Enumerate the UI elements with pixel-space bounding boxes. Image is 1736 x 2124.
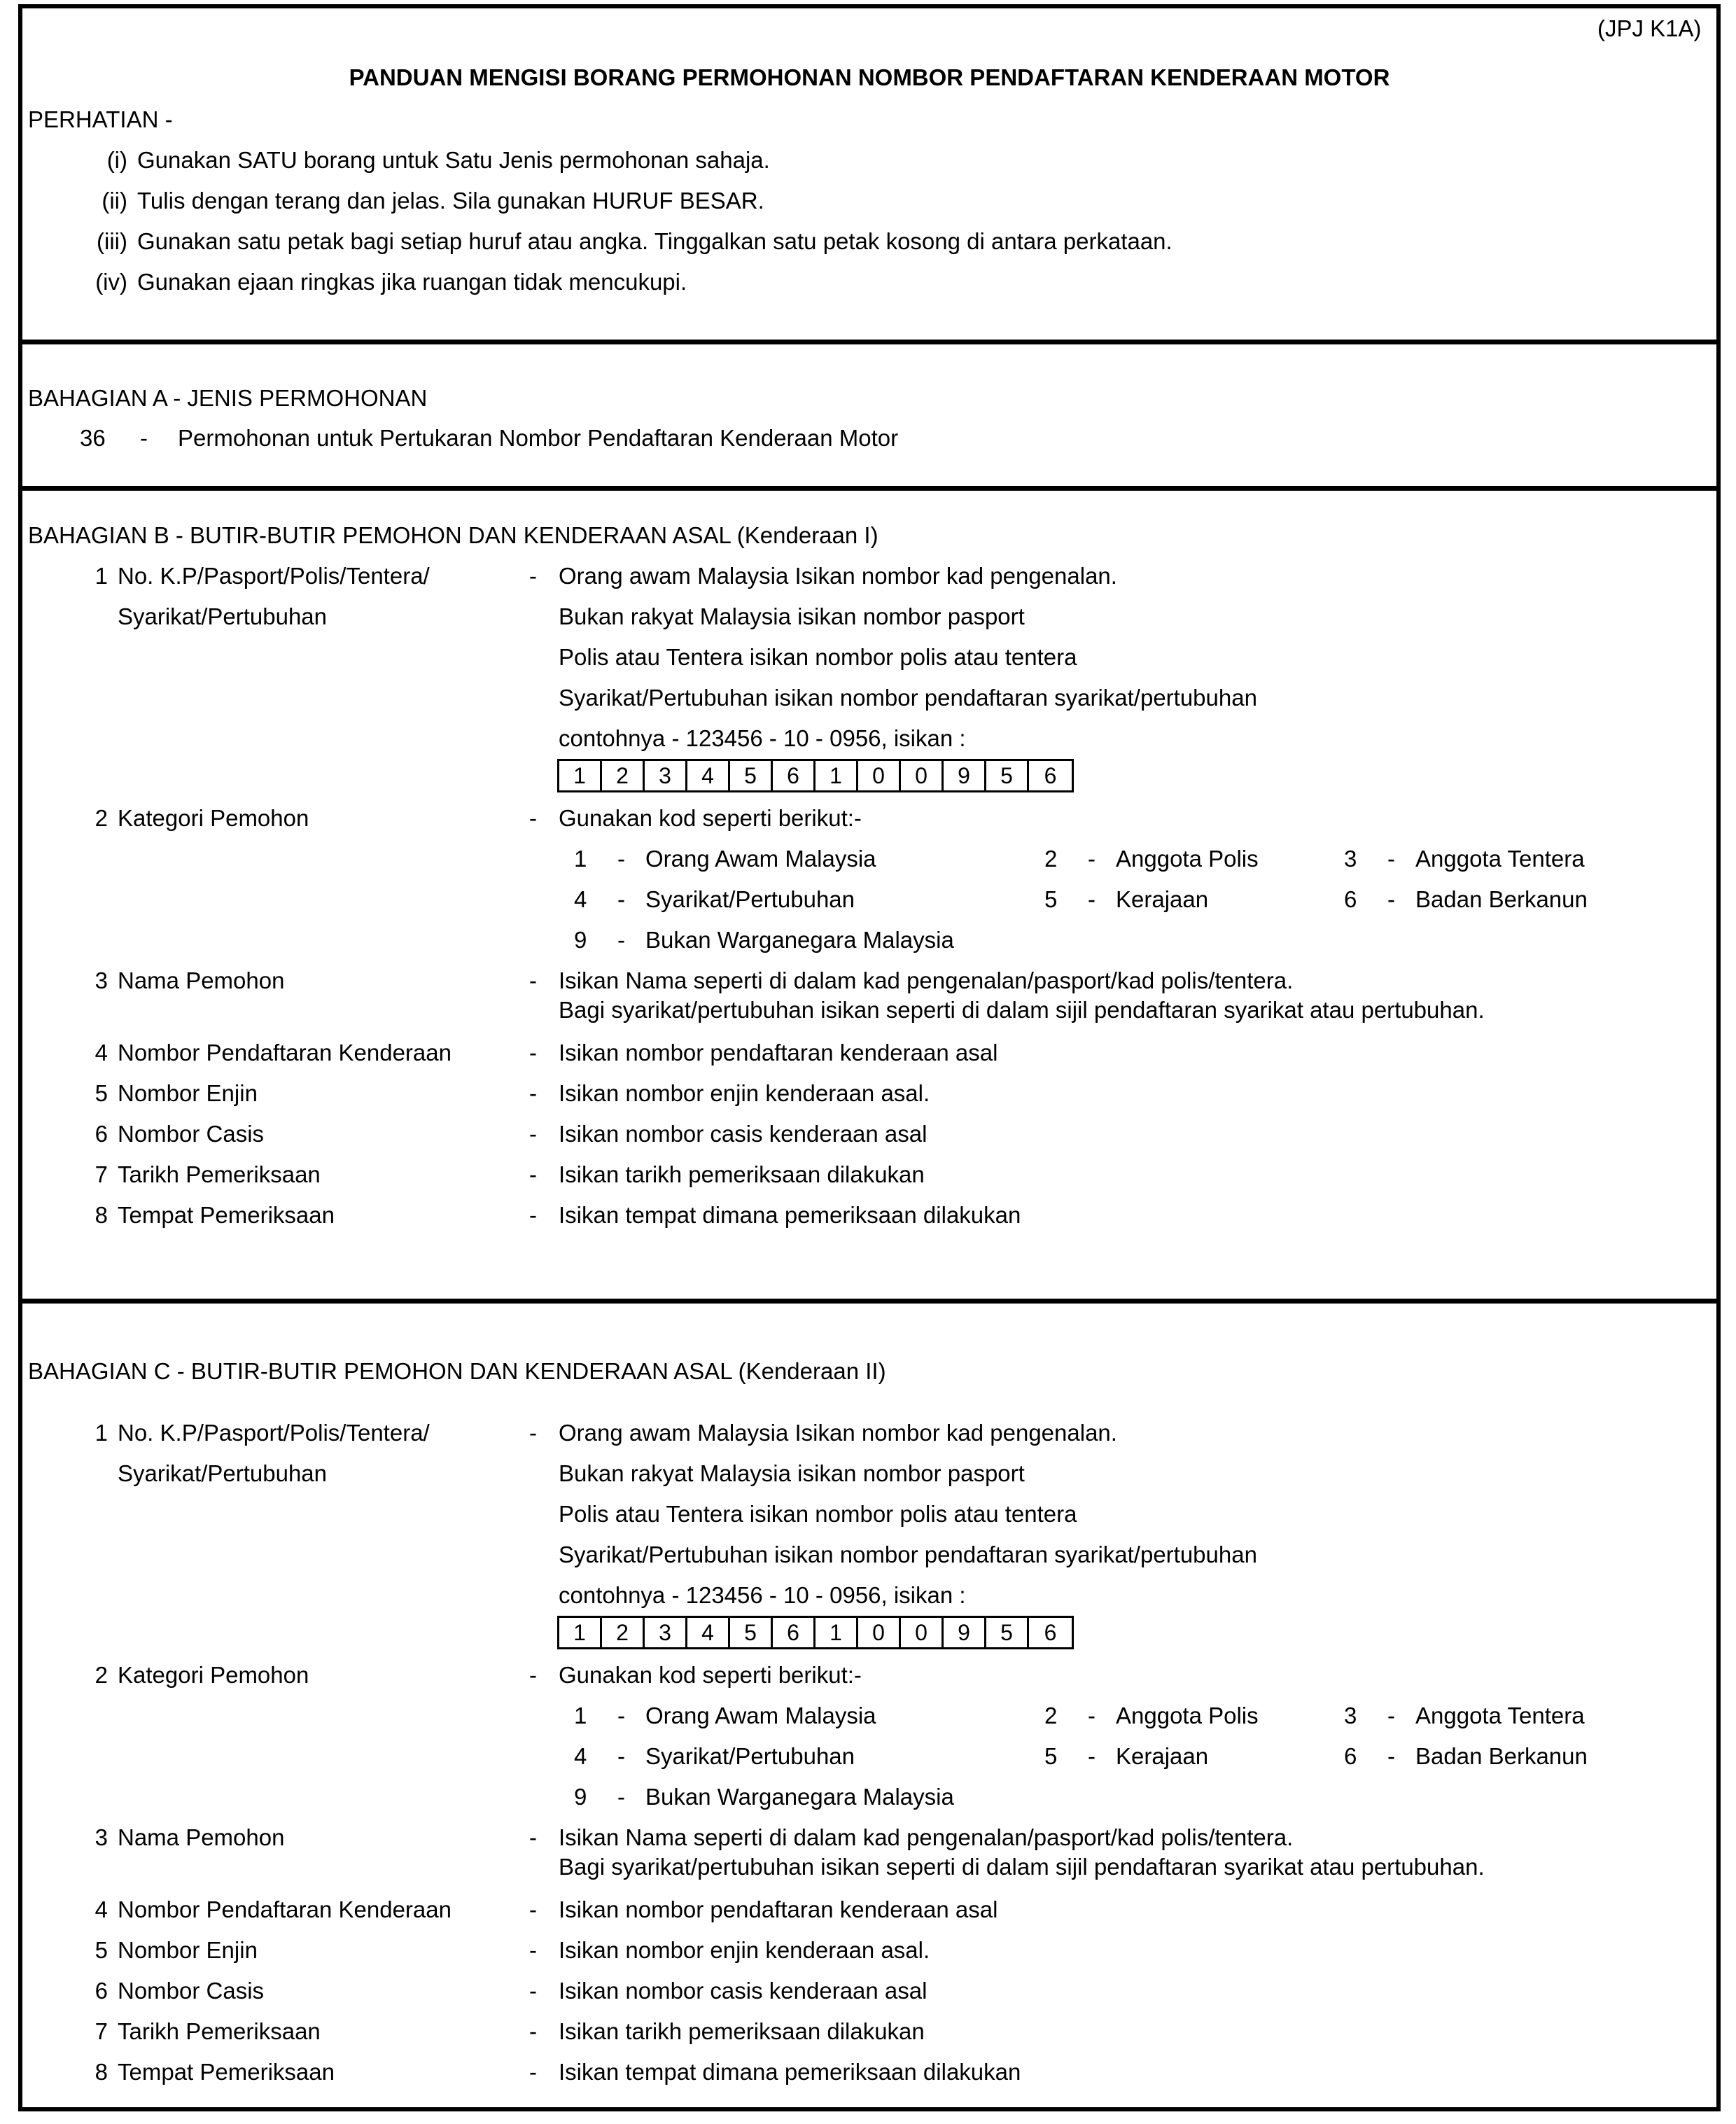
example-box: 6 [1044, 763, 1057, 788]
instruction-line: Orang awam Malaysia Isikan nombor kad pengenalan. [559, 1420, 1117, 1446]
category-code: 6 [1344, 886, 1357, 912]
form-frame [18, 4, 1721, 2111]
item-dash: - [529, 1896, 537, 1922]
item-dash: - [529, 1978, 537, 2004]
item-number: 2 [94, 1662, 108, 1688]
example-box: 4 [687, 1618, 730, 1647]
item-label: Tempat Pemeriksaan [118, 1202, 335, 1228]
category-label: Anggota Polis [1116, 846, 1259, 872]
category-dash: - [617, 927, 625, 953]
section-b-heading: BAHAGIAN B - BUTIR-BUTIR PEMOHON DAN KENDERAAN ASAL (Kenderaan I) [28, 522, 878, 548]
category-label: Syarikat/Pertubuhan [645, 1743, 855, 1769]
example-box: 6 [1044, 1620, 1057, 1645]
item-label: Nombor Pendaftaran Kenderaan [118, 1896, 451, 1922]
category-dash: - [1387, 886, 1395, 912]
category-code: 1 [574, 1703, 587, 1728]
item-dash: - [529, 2018, 537, 2044]
instruction-line: Polis atau Tentera isikan nombor polis atau tentera [559, 644, 1077, 670]
category-label: Bukan Warganegara Malaysia [645, 1784, 954, 1810]
item-dash: - [529, 1824, 537, 1850]
item-number: 3 [94, 1824, 108, 1850]
example-box: 5 [986, 1618, 1029, 1647]
item-dash: - [529, 1121, 537, 1147]
item-label: Nama Pemohon [118, 1824, 285, 1850]
perhatian-item-number: (ii) [102, 188, 127, 214]
instruction-line: Isikan nombor enjin kenderaan asal. [559, 1080, 930, 1106]
instruction-line: Isikan nombor casis kenderaan asal [559, 1121, 927, 1147]
category-dash: - [1088, 1743, 1096, 1769]
category-code: 9 [574, 1784, 587, 1810]
category-label: Anggota Tentera [1415, 1703, 1585, 1728]
item-number: 8 [94, 2059, 108, 2085]
item-dash: - [529, 805, 537, 831]
example-box: 1 [816, 1618, 858, 1647]
item-label: Nombor Pendaftaran Kenderaan [118, 1040, 451, 1066]
section-a-text: Permohonan untuk Pertukaran Nombor Pendaftaran Kenderaan Motor [178, 425, 899, 451]
example-box: 3 [645, 761, 687, 790]
example-box: 6 [773, 761, 816, 790]
example-box: 1 [559, 1618, 602, 1647]
instruction-line: Bukan rakyat Malaysia isikan nombor pasport [559, 603, 1025, 629]
item-number: 7 [94, 2018, 108, 2044]
item-number: 5 [94, 1080, 108, 1106]
example-box: 0 [901, 761, 944, 790]
example-id-boxes [557, 1616, 1074, 1649]
example-box: 0 [858, 1618, 901, 1647]
instruction-line: Gunakan kod seperti berikut:- [559, 805, 862, 831]
item-dash: - [529, 563, 537, 589]
category-code: 4 [574, 1743, 587, 1769]
perhatian-item-number: (iii) [97, 228, 127, 254]
example-box: 4 [687, 761, 730, 790]
item-label: Nombor Casis [118, 1121, 265, 1147]
instruction-line: Polis atau Tentera isikan nombor polis atau tentera [559, 1501, 1077, 1527]
perhatian-item-text: Gunakan ejaan ringkas jika ruangan tidak mencukupi. [137, 269, 687, 295]
category-dash: - [1088, 886, 1096, 912]
instruction-line: Isikan nombor pendaftaran kenderaan asal [559, 1040, 998, 1066]
instruction-line: Isikan Nama seperti di dalam kad pengenalan/pasport/kad polis/tentera. [559, 967, 1294, 993]
section-a-dash: - [140, 425, 148, 451]
example-box: 3 [645, 1618, 687, 1647]
instruction-line: Bagi syarikat/pertubuhan isikan seperti di dalam sijil pendaftaran syarikat atau pertubuhan. [559, 997, 1485, 1023]
perhatian-item-number: (i) [106, 147, 127, 173]
perhatian-heading: PERHATIAN - [28, 106, 173, 132]
category-dash: - [1387, 1703, 1395, 1728]
category-dash: - [1387, 846, 1395, 872]
category-label: Badan Berkanun [1415, 886, 1588, 912]
item-dash: - [529, 1662, 537, 1688]
category-dash: - [617, 1784, 625, 1810]
instruction-line: Isikan tempat dimana pemeriksaan dilakukan [559, 2059, 1021, 2085]
section-a-heading: BAHAGIAN A - JENIS PERMOHONAN [28, 385, 428, 411]
form-code: (JPJ K1A) [1597, 15, 1702, 41]
item-label: Nombor Casis [118, 1978, 265, 2004]
item-number: 2 [94, 805, 108, 831]
category-code: 1 [574, 846, 587, 872]
item-label: Syarikat/Pertubuhan [118, 603, 328, 629]
item-number: 1 [94, 563, 108, 589]
category-code: 5 [1044, 1743, 1058, 1769]
category-code: 3 [1344, 846, 1357, 872]
item-label: No. K.P/Pasport/Polis/Tentera/ [118, 1420, 430, 1446]
instruction-line: Isikan nombor pendaftaran kenderaan asal [559, 1896, 998, 1922]
example-box: 9 [944, 761, 986, 790]
item-dash: - [529, 967, 537, 993]
item-label: Tarikh Pemeriksaan [118, 1161, 321, 1187]
category-label: Kerajaan [1116, 1743, 1209, 1769]
example-box: 2 [602, 761, 645, 790]
category-dash: - [1088, 846, 1096, 872]
item-number: 3 [94, 967, 108, 993]
item-dash: - [529, 1937, 537, 1963]
item-label: Tempat Pemeriksaan [118, 2059, 335, 2085]
instruction-line: Isikan tarikh pemeriksaan dilakukan [559, 1161, 925, 1187]
category-label: Syarikat/Pertubuhan [645, 886, 855, 912]
instruction-line: contohnya - 123456 - 10 - 0956, isikan : [559, 725, 966, 751]
category-dash: - [617, 1703, 625, 1728]
perhatian-item-text: Gunakan satu petak bagi setiap huruf atau angka. Tinggalkan satu petak kosong di antara perkataan. [137, 228, 1172, 254]
perhatian-item-text: Gunakan SATU borang untuk Satu Jenis permohonan sahaja. [137, 147, 770, 173]
category-code: 2 [1044, 846, 1058, 872]
item-label: Nombor Enjin [118, 1937, 258, 1963]
example-box: 1 [816, 761, 858, 790]
item-number: 4 [94, 1040, 108, 1066]
perhatian-item-text: Tulis dengan terang dan jelas. Sila gunakan HURUF BESAR. [137, 188, 764, 214]
item-number: 6 [94, 1121, 108, 1147]
category-code: 3 [1344, 1703, 1357, 1728]
example-box: 2 [602, 1618, 645, 1647]
item-label: Nombor Enjin [118, 1080, 258, 1106]
item-dash: - [529, 1161, 537, 1187]
instruction-line: Syarikat/Pertubuhan isikan nombor pendaftaran syarikat/pertubuhan [559, 1542, 1257, 1567]
section-a-code: 36 [80, 425, 106, 451]
example-id-boxes [557, 759, 1074, 792]
item-label: Syarikat/Pertubuhan [118, 1460, 328, 1486]
instruction-line: Isikan tempat dimana pemeriksaan dilakukan [559, 1202, 1021, 1228]
item-label: Kategori Pemohon [118, 805, 309, 831]
example-box: 5 [730, 1618, 773, 1647]
category-label: Kerajaan [1116, 886, 1209, 912]
item-number: 8 [94, 1202, 108, 1228]
instruction-line: contohnya - 123456 - 10 - 0956, isikan : [559, 1582, 966, 1608]
section-divider [22, 1299, 1716, 1304]
page-title: PANDUAN MENGISI BORANG PERMOHONAN NOMBOR PENDAFTARAN KENDERAAN MOTOR [349, 64, 1390, 90]
item-number: 6 [94, 1978, 108, 2004]
instruction-line: Orang awam Malaysia Isikan nombor kad pengenalan. [559, 563, 1117, 589]
category-label: Anggota Tentera [1415, 846, 1585, 872]
category-dash: - [1088, 1703, 1096, 1728]
example-box: 9 [944, 1618, 986, 1647]
category-code: 4 [574, 886, 587, 912]
instruction-line: Isikan tarikh pemeriksaan dilakukan [559, 2018, 925, 2044]
category-label: Badan Berkanun [1415, 1743, 1588, 1769]
item-number: 7 [94, 1161, 108, 1187]
item-number: 5 [94, 1937, 108, 1963]
perhatian-item-number: (iv) [95, 269, 127, 295]
example-box: 1 [559, 761, 602, 790]
instruction-line: Isikan Nama seperti di dalam kad pengenalan/pasport/kad polis/tentera. [559, 1824, 1294, 1850]
item-label: Kategori Pemohon [118, 1662, 309, 1688]
item-dash: - [529, 2059, 537, 2085]
instruction-line: Bukan rakyat Malaysia isikan nombor pasport [559, 1460, 1025, 1486]
category-label: Orang Awam Malaysia [645, 1703, 876, 1728]
category-dash: - [1387, 1743, 1395, 1769]
example-box: 6 [773, 1618, 816, 1647]
category-label: Anggota Polis [1116, 1703, 1259, 1728]
instruction-line: Isikan nombor enjin kenderaan asal. [559, 1937, 930, 1963]
instruction-line: Isikan nombor casis kenderaan asal [559, 1978, 927, 2004]
category-code: 5 [1044, 886, 1058, 912]
item-label: Nama Pemohon [118, 967, 285, 993]
category-label: Bukan Warganegara Malaysia [645, 927, 954, 953]
instruction-line: Gunakan kod seperti berikut:- [559, 1662, 862, 1688]
category-code: 2 [1044, 1703, 1058, 1728]
instruction-line: Bagi syarikat/pertubuhan isikan seperti di dalam sijil pendaftaran syarikat atau pertubuhan. [559, 1854, 1485, 1880]
category-dash: - [617, 1743, 625, 1769]
category-dash: - [617, 886, 625, 912]
category-label: Orang Awam Malaysia [645, 846, 876, 872]
category-code: 6 [1344, 1743, 1357, 1769]
category-dash: - [617, 846, 625, 872]
item-label: No. K.P/Pasport/Polis/Tentera/ [118, 563, 430, 589]
item-number: 1 [94, 1420, 108, 1446]
example-box: 0 [858, 761, 901, 790]
category-code: 9 [574, 927, 587, 953]
item-dash: - [529, 1040, 537, 1066]
item-number: 4 [94, 1896, 108, 1922]
example-box: 5 [986, 761, 1029, 790]
section-divider [22, 340, 1716, 344]
item-dash: - [529, 1420, 537, 1446]
instruction-line: Syarikat/Pertubuhan isikan nombor pendaftaran syarikat/pertubuhan [559, 685, 1257, 711]
example-box: 0 [901, 1618, 944, 1647]
item-dash: - [529, 1080, 537, 1106]
section-c-heading: BAHAGIAN C - BUTIR-BUTIR PEMOHON DAN KENDERAAN ASAL (Kenderaan II) [28, 1358, 886, 1384]
section-divider [22, 486, 1716, 491]
item-dash: - [529, 1202, 537, 1228]
example-box: 5 [730, 761, 773, 790]
item-label: Tarikh Pemeriksaan [118, 2018, 321, 2044]
